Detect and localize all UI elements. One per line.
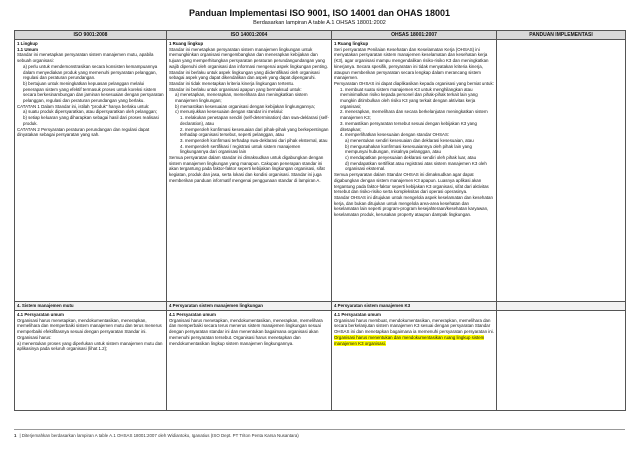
list-item: a) menetapkan, menerapkan, memelihara dan meningkatkan sistem manajemen lingkungan; — [175, 92, 308, 104]
page-number: 1 — [14, 433, 17, 438]
band-iso14001: 4 Persyaratan sistem manajemen lingkungan — [167, 302, 332, 311]
list-item: c) menunjukkan kesesuaian dengan standar ini melalui: — [175, 109, 284, 115]
section-heading: 4.1 Persyaratan umum — [169, 312, 216, 317]
list-item: 3. memperoleh konfirmasi terhadap swa-deklarasi dari pihak eksternal, atau — [180, 137, 328, 143]
header-iso9001: ISO 9001:2008 — [15, 31, 167, 40]
list-item: b) mengusahakan konfirmasi kesesuaiannya oleh pihak lain yang mempunyai hubungan, misalnya pelanggan, atau — [345, 143, 472, 155]
header-ohsas: OHSAS 18001:2007 — [332, 31, 497, 40]
list-item: b) memastikan kesesuaian organisasi dengan kebijakan lingkungannya; — [175, 103, 315, 109]
note: CATATAN 1 Dalam Standar ini, istilah "produk" hanya berlaku untuk: — [17, 103, 150, 109]
list-item: a) suatu produk dipersyaratkan, atau dipersyaratkan oleh pelanggan; — [23, 109, 158, 115]
section-heading: 1 Ruang lingkup — [169, 41, 204, 46]
cell-iso14001-general — [167, 311, 332, 411]
list-item: c) mendapatkan penyesuaian deklarasi sendiri oleh pihak luar, atau — [345, 155, 477, 161]
list-item: a) menentukan proses yang diperlukan untuk sistem manajemen mutu dan aplikasinya pada seluruh organisasi (lihat 1.2); — [17, 340, 163, 352]
section-band-row — [15, 302, 626, 311]
list-item: 1. membuat suatu sistem manajemen K3 untuk menghilangkan atau meminimalkan risiko kepada personel dan pihak-pihak terkait lain yang mungkin ditimbulkan oleh risiko K3 yang terkait dengan aktivitas kerja organisasi; — [340, 86, 478, 109]
paragraph: Standar ini berlaku untuk organisasi apapun yang bermaksud untuk: — [169, 86, 302, 92]
document-subtitle: Berdasarkan lampiran A table A.1 OHSAS 18001:2002 — [253, 20, 386, 26]
paragraph: Persyaratan OHSAS ini dapat diaplikasikan kepada organisasi yang berniat untuk: — [334, 80, 494, 86]
section-heading: 1 Ruang lingkup — [334, 41, 369, 46]
list-item: a) menentukan sendiri kesesuaian dan deklarasi kesesuaian, atau — [345, 137, 474, 143]
cell-guidance-general — [497, 311, 626, 411]
highlighted-text: Organisasi harus menentukan dan mendokumentasikan ruang lingkup sistem manajemen K3 organisasi. — [334, 334, 485, 346]
header-guidance: PANDUAN IMPLEMENTASI — [497, 31, 626, 40]
list-item: b) setiap keluaran yang diharapkan sebagai hasil dari proses realisasi produk. — [23, 115, 159, 126]
header-iso14001: ISO 14001:2004 — [167, 31, 332, 40]
section-heading: 4.1 Persyaratan umum — [17, 312, 64, 317]
paragraph: Standar ini menetapkan persyaratan sistem manajemen lingkungan untuk memungkinkan organisasi mengembangkan dan menerapkan kebijakan dan tujuan yang memperhitungkan persyaratan peraturan perundangundangan yang wajib dipenuhi oleh organisasi dan informasi mengenai aspek lingkungan penting. Standar ini berlaku untuk aspek lingkungan yang diidentifikasi oleh organisasi sebagai aspek yang dapat dikendalikan dan aspek yang dapat dipengaruhi. Standar ini tidak menetapkan kriteria kinerja lingkungan tertentu. — [169, 46, 328, 86]
list-item: 4. memperoleh sertifikasi / registrasi untuk sistem manajemen lingkungannya dari organisasi lain — [180, 143, 301, 155]
paragraph: Standar OHSAS ini ditujukan untuk mengelola aspek keselamatan dan kesehatan kerja, dan bukan ditujukan untuk mengelola area-area kesehatan dan keselamatan lain seperti program-program kesejahteraan/kesehatan karyawan, keselamatan produk, kerusakan property ataupun dampak lingkungan. — [334, 194, 493, 218]
band-guidance — [497, 302, 626, 311]
band-ohsas: 4 Persyaratan sistem manajemen K3 — [332, 302, 497, 311]
cell-iso14001-scope — [167, 40, 332, 302]
list-item: 3. memastikan persyaratan tersebut sesuai dengan kebijakan K3 yang ditetapkan; — [340, 120, 477, 132]
cell-guidance-scope — [497, 40, 626, 302]
paragraph: Standar ini menetapkan persyaratan sistem manajemen mutu, apabila sebuah organisasi: — [17, 52, 154, 64]
cell-iso9001-general — [15, 311, 167, 411]
paragraph: Semua persyaratan dalam Standar OHSAS ini dimaksudkan agar dapat digabungkan dengan sistem manajemen K3 apapun. Luasnya aplikasi akan tergantung pada faktor-faktor seperti kebijakan K3 organisasi, sifat dari aktivitas tersebut dan risiko-risiko serta kompleksitas dari operasi operasinya. — [334, 172, 489, 195]
table-header-row — [15, 31, 626, 40]
list-item: d) mendapatkan sertifikat atau registrasi atas sistem manajemen K3 oleh organisasi eksternal. — [345, 160, 487, 172]
section-subheading: 1.1 Umum — [17, 46, 38, 52]
list-item: 4. memperlihatkan kesesuaian dengan standar OHSAS: — [340, 132, 450, 138]
list-item: a) perlu untuk mendemonstrasikan secara konsisten kemampuannya dalam menyediakan produk yang memenuhi persyaratan pelanggan, regulasi dan peraturan perundangan. — [23, 63, 158, 81]
document-title: Panduan Implementasi ISO 9001, ISO 14001 dan OHAS 18001 — [188, 8, 451, 18]
list-item: b) bertujuan untuk meningkatkan kepuasan pelanggan melalui penerapan sistem yang efektif termasuk proses untuk koreksi sistem secara berkesinambungan dan jaminan kesesuaian dengan persyaratan pelanggan, regulasi dan peraturan perundangan yang berlaku. — [23, 80, 164, 104]
table-row — [15, 40, 626, 302]
list-item: 1. melakukan penetapan sendiri (self-determination) dan swa-deklarasi (self-declaration), atau — [180, 115, 329, 126]
section-heading: 4.1 Persyaratan umum — [334, 312, 381, 317]
paragraph: Semua persyaratan dalam standar ini dimaksudkan untuk digabungkan dengan sistem manajemen lingkungan yang manapun. Cakupan penerapan standar ini akan tergantung pada faktor-faktor seperti kebijakan lingkungan organisasi, sifat kegiatan, produk dan jasa, serta lokasi dan kondisi organisasi. Standar ini juga memberikan panduan informatif mengenai penggunaan standar di lampiran A. — [169, 155, 325, 183]
paragraph: Organisasi harus membuat, mendokumentasikan, menerapkan, memelihara dan secara berkelanjutan sistem manajemen K3 sesuai dengan persyaratan Standar OHSAS ini dan menetapkan bagaimana ia memenuhi persyaratan persyaratan ini. — [334, 317, 494, 335]
cell-ohsas-scope — [332, 40, 497, 302]
section-heading: 1 Lingkup — [17, 41, 38, 46]
table-row — [15, 311, 626, 411]
list-item: 2. memperoleh konfirmasi kesesuaian dari pihak-pihak yang berkepentingan terhadap organisasi tersebut, seperti pelanggan, atau — [180, 126, 329, 138]
cell-iso9001-scope — [15, 40, 167, 302]
paragraph: Seri persyaratan Penilaian Kesehatan dan Keselamatan Kerja (OHSAS) ini menyatakan persyaratan sistem manajemen keselamatan dan kesehatan kerja (K3), agar organisasi mampu mengendalikan risiko-risiko K3 dan meningkatkan kinerjanya. Secara spesifik, persyaratan ini tidak menyatakan kriteria kinerja, ataupun memberikan persyaratan secara lengkap dalam merancang sistem manajemen. — [334, 46, 489, 81]
paragraph: Organisasi harus menetapkan, mendokumentasikan, menerapkan, memelihara dan memperbaiki secara terus menerus sistem manajemen lingkungan sesuai dengan persyaratan standar ini dan menentukan bagaimana organisasi akan memenuhi persyaratan tersebut. Organisasi harus menetapkan dan mendokumentasikan lingkup sistem manajemen lingkungannya. — [169, 317, 323, 346]
footer-divider — [14, 429, 625, 430]
paragraph: Organisasi harus menetapkan, mendokumentasikan, menerapkan, memelihara dan memperbaiki sistem manajemen mutu dan terus menerus memperbaiki efektifitasnya sesuai dengan persyaratan Standar ini. Organisasi harus: — [17, 317, 162, 340]
cell-ohsas-general — [332, 311, 497, 411]
list-item: 2. menerapkan, memelihara dan secara berkelanjutan meningkatkan sistem manajemen K3; — [340, 109, 488, 121]
note: CATATAN 2 Persyaratan peraturan perundangan dan regulasi dapat dinyatakan sebagai persyaratan yang sah. — [17, 126, 150, 138]
band-iso9001: 4. Sistem manajemen mutu — [15, 302, 167, 311]
page-footer — [14, 433, 625, 438]
footer-text: | Diterjemahkan berdasarkan lampiran A table A.1 OHSAS 18001:2007 oleh Widiantoko, Iganatius (ISO Dept. PT Triton Penta Karsa Nusantara) — [19, 433, 299, 438]
comparison-table — [14, 30, 626, 411]
